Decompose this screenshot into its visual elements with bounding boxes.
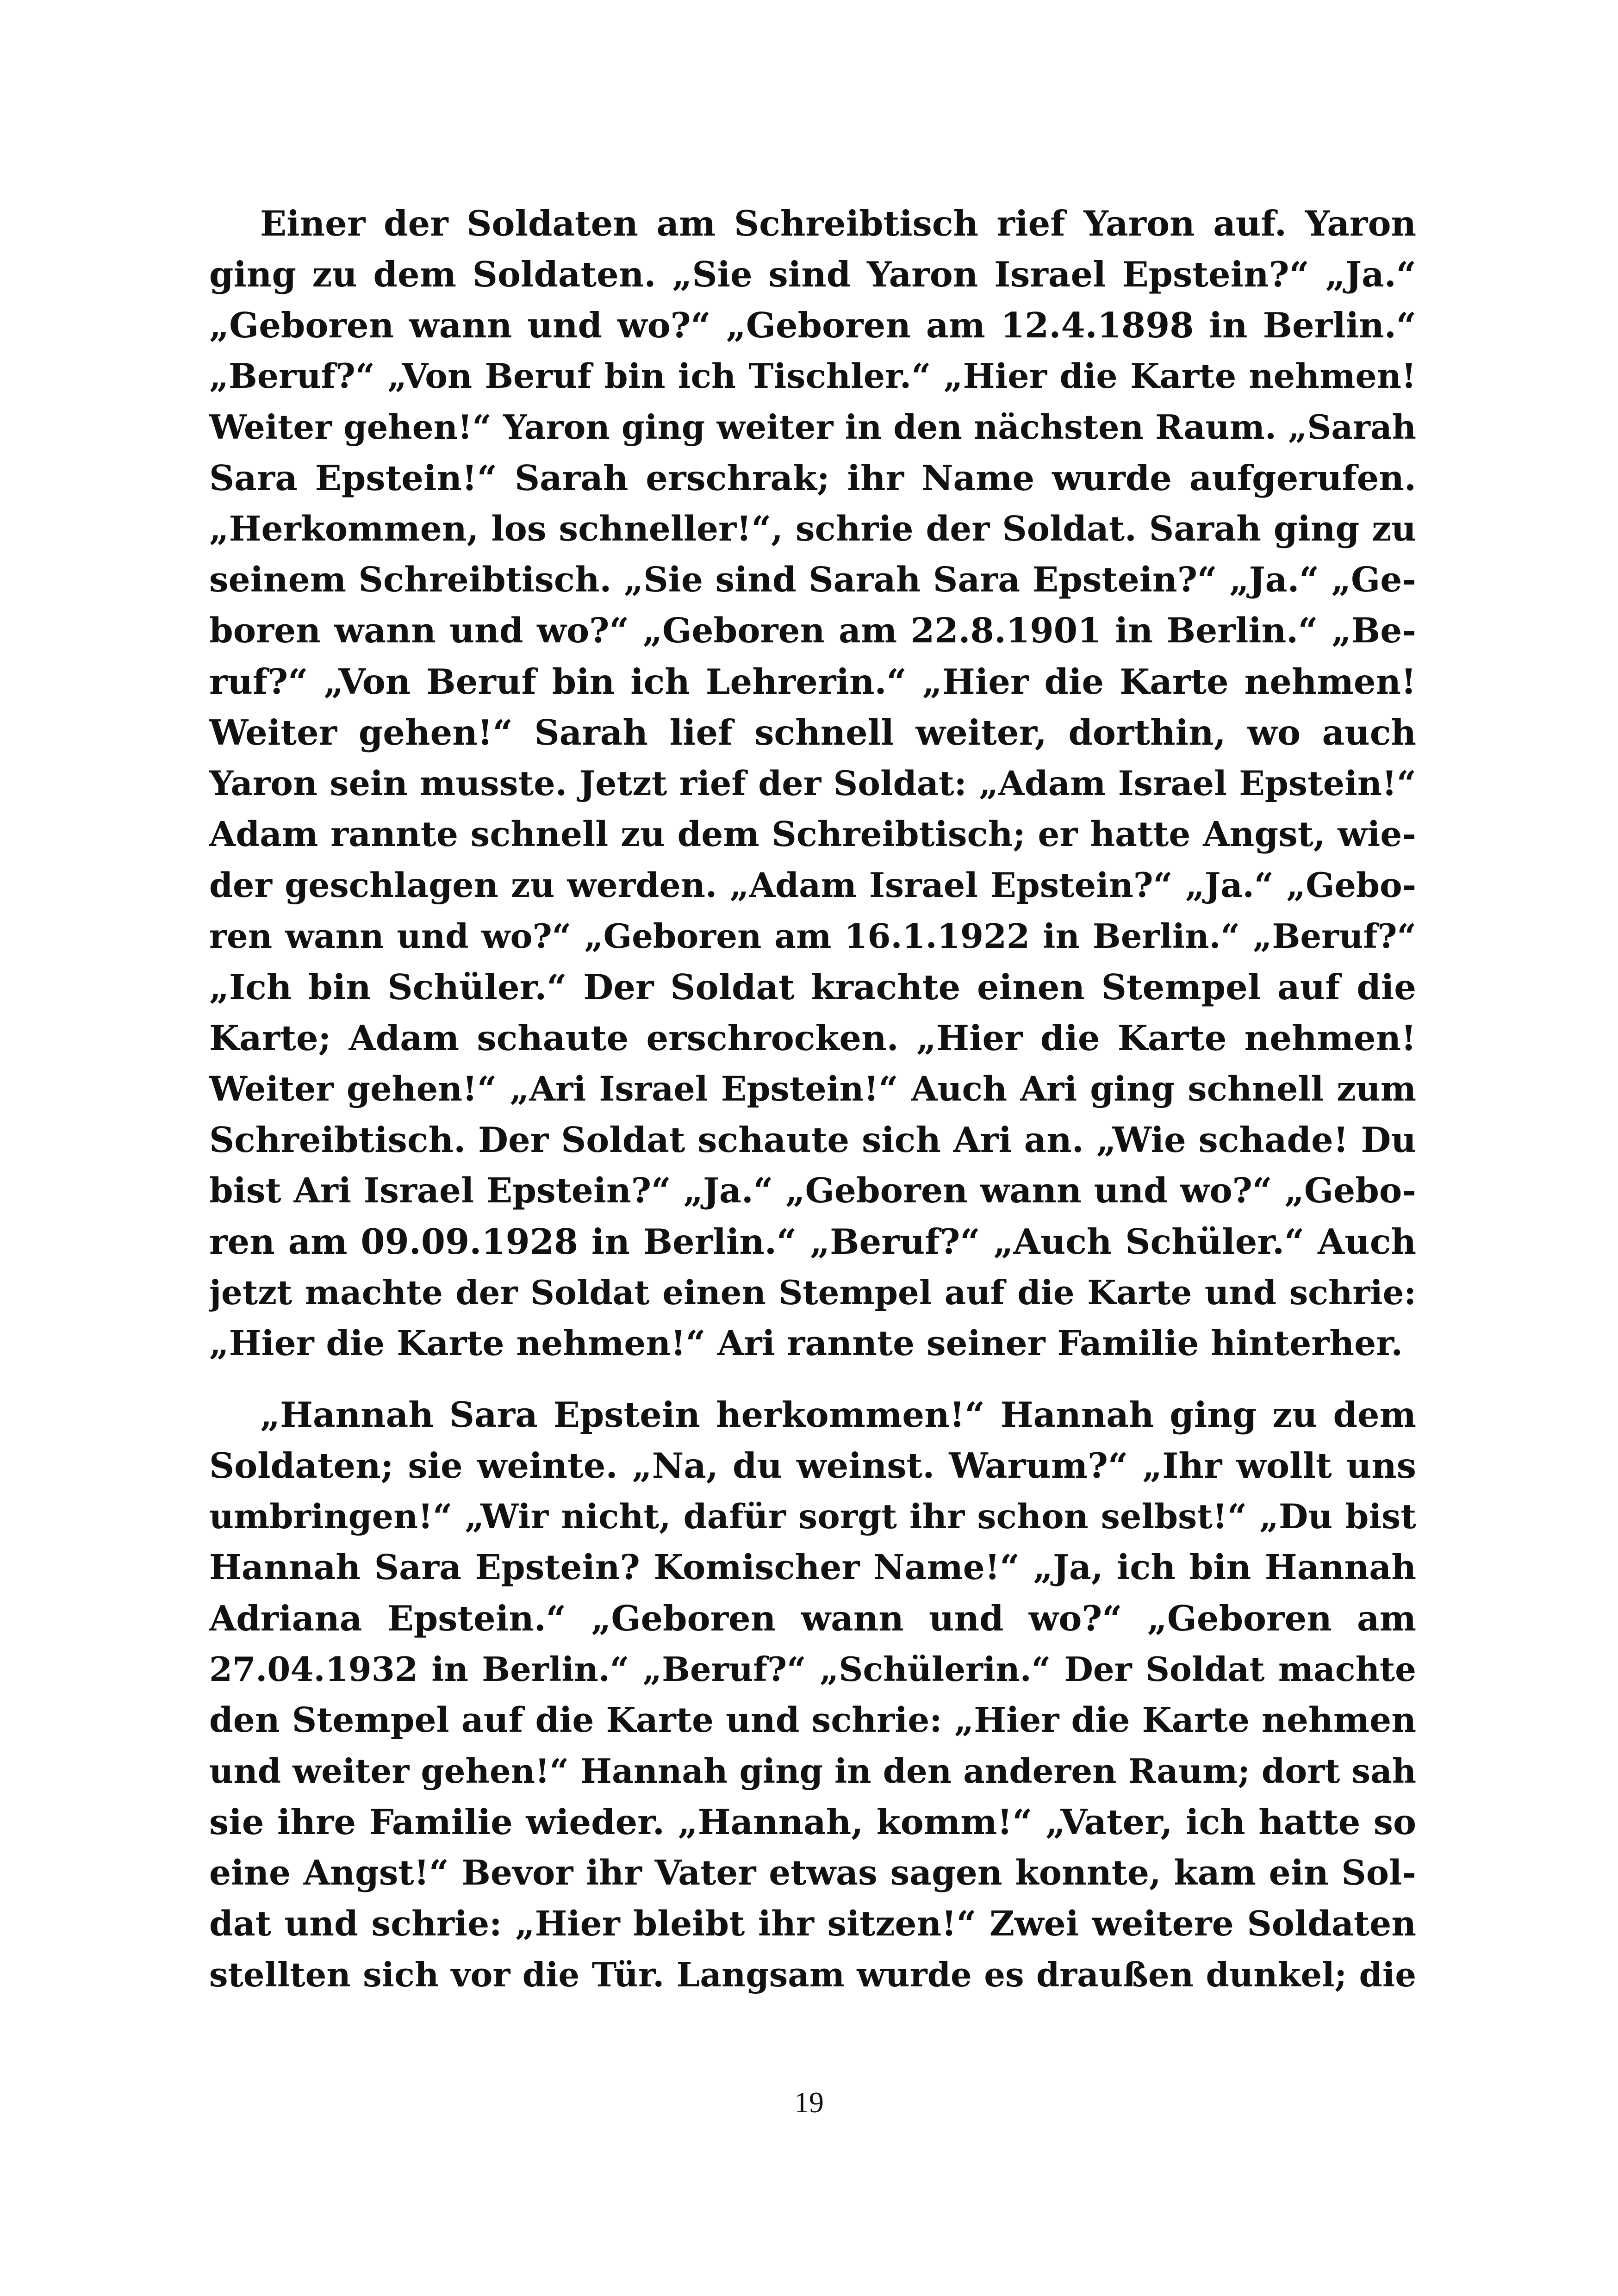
text-line: seinem Schreibtisch. „Sie sind Sarah Sara Epstein?“ „Ja.“ „Ge- [209,560,1416,600]
text-line: Einer der Soldaten am Schreibtisch rief Yaron auf. Yaron [260,203,1416,244]
text-line: der geschlagen zu werden. „Adam Israel Epstein?“ „Ja.“ „Gebo- [209,865,1416,905]
paragraph-gap [209,1369,1416,1389]
text-line: sie ihre Familie wieder. „Hannah, komm!“ „Vater, ich hatte so [209,1802,1416,1842]
text-line: Karte; Adam schaute erschrocken. „Hier die Karte nehmen! [209,1018,1416,1058]
text-line: Sara Epstein!“ Sarah erschrak; ihr Name wurde aufgerufen. [209,458,1416,498]
text-line: Schreibtisch. Der Soldat schaute sich Ari an. „Wie schade! Du [209,1120,1416,1160]
text-line: Yaron sein musste. Jetzt rief der Soldat: „Adam Israel Epstein!“ [209,764,1416,803]
text-line: Weiter gehen!“ Yaron ging weiter in den nächsten Raum. „Sarah [209,407,1416,447]
text-line: „Geboren wann und wo?“ „Geboren am 12.4.1898 in Berlin.“ [209,305,1416,346]
text-line: Hannah Sara Epstein? Komischer Name!“ „Ja, ich bin Hannah [209,1548,1416,1587]
text-line: eine Angst!“ Bevor ihr Vater etwas sagen konnte, kam ein Sol- [209,1853,1416,1893]
text-line: Weiter gehen!“ „Ari Israel Epstein!“ Auch Ari ging schnell zum [209,1069,1416,1109]
text-line: ren am 09.09.1928 in Berlin.“ „Beruf?“ „Auch Schüler.“ Auch [209,1221,1416,1262]
paragraph-2 [209,1389,1416,2000]
paragraph-1 [209,198,1416,1369]
text-line: umbringen!“ „Wir nicht, dafür sorgt ihr schon selbst!“ „Du bist [209,1497,1416,1537]
text-line: ging zu dem Soldaten. „Sie sind Yaron Israel Epstein?“ „Ja.“ [209,254,1416,295]
text-line: „Ich bin Schüler.“ Der Soldat krachte einen Stempel auf die [209,967,1416,1008]
text-line: „Hier die Karte nehmen!“ Ari rannte seiner Familie hinterher. [209,1324,1403,1363]
text-line: jetzt machte der Soldat einen Stempel auf die Karte und schrie: [209,1273,1416,1312]
text-line: Soldaten; sie weinte. „Na, du weinst. Warum?“ „Ihr wollt uns [209,1445,1416,1486]
body-text [209,198,1416,2000]
text-line: ruf?“ „Von Beruf bin ich Lehrerin.“ „Hier die Karte nehmen! [209,661,1416,702]
text-line: Weiter gehen!“ Sarah lief schnell weiter, dorthin, wo auch [209,712,1416,753]
text-line: Adam rannte schnell zu dem Schreibtisch; er hatte Angst, wie- [209,815,1416,854]
text-line: boren wann und wo?“ „Geboren am 22.8.1901 in Berlin.“ „Be- [209,611,1416,651]
text-line: bist Ari Israel Epstein?“ „Ja.“ „Geboren wann und wo?“ „Gebo- [209,1171,1416,1211]
text-line: den Stempel auf die Karte und schrie: „Hier die Karte nehmen [209,1700,1416,1740]
text-line: ren wann und wo?“ „Geboren am 16.1.1922 in Berlin.“ „Beruf?“ [209,916,1416,956]
text-line: stellten sich vor die Tür. Langsam wurde es draußen dunkel; die [209,1955,1416,1994]
text-line: 27.04.1932 in Berlin.“ „Beruf?“ „Schülerin.“ Der Soldat machte [209,1649,1416,1689]
text-line: dat und schrie: „Hier bleibt ihr sitzen!“ Zwei weitere Soldaten [209,1904,1416,1944]
text-line: und weiter gehen!“ Hannah ging in den anderen Raum; dort sah [209,1751,1416,1791]
page-number: 19 [794,2086,824,2119]
text-line: „Herkommen, los schneller!“, schrie der Soldat. Sarah ging zu [209,509,1416,549]
text-line: „Hannah Sara Epstein herkommen!“ Hannah ging zu dem [260,1394,1416,1435]
text-line: „Beruf?“ „Von Beruf bin ich Tischler.“ „Hier die Karte nehmen! [209,356,1416,396]
text-line: Adriana Epstein.“ „Geboren wann und wo?“ „Geboren am [209,1598,1416,1639]
